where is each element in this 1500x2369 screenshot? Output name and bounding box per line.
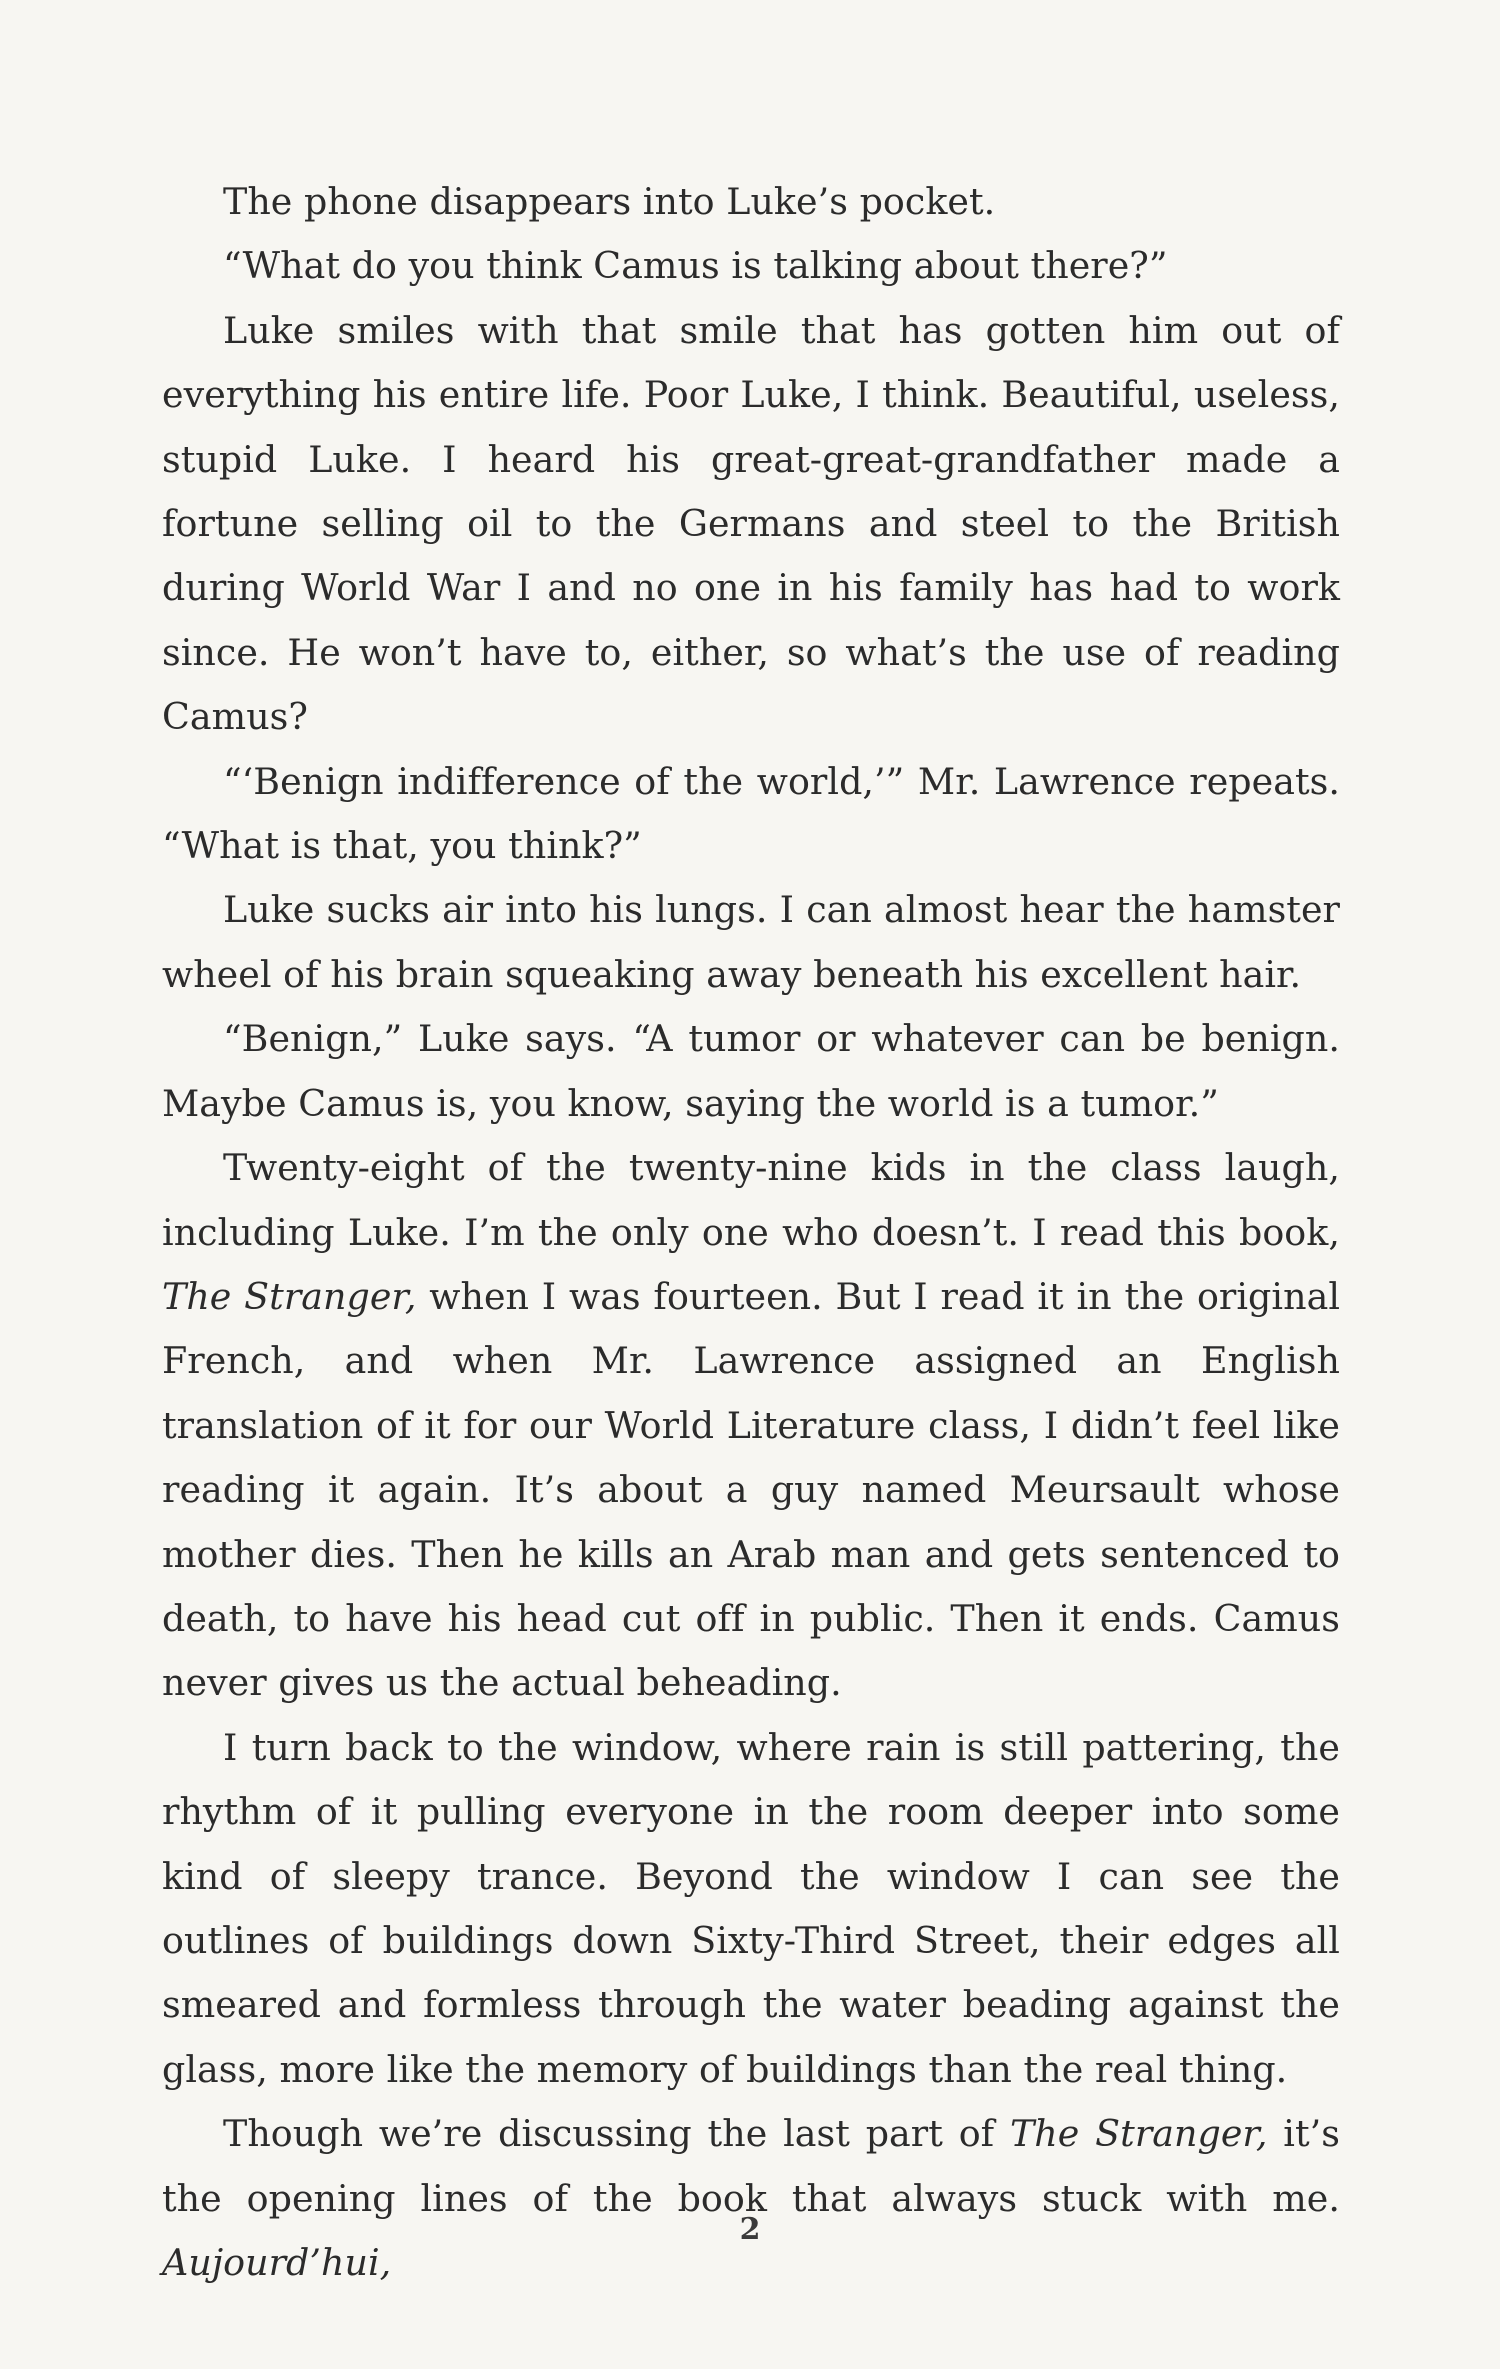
- paragraph-6: “Benign,” Luke says. “A tumor or whatever can be benign. Maybe Camus is, you know, saying the world is a tumor.”: [162, 1017, 1340, 1125]
- page-number: 2: [739, 2212, 761, 2247]
- book-title-italic: The Stranger,: [162, 1274, 417, 1318]
- body-text: [162, 170, 1340, 2295]
- paragraph-7: [162, 1136, 1340, 1716]
- paragraph-9-part-3: it’s the opening lines of the book that always stuck with me.: [162, 2112, 1340, 2220]
- paragraph-4: “‘Benign indifference of the world,’” Mr. Lawrence repeats. “What is that, you think?”: [162, 759, 1340, 868]
- paragraph-7-part-3: when I was fourteen. But I read it in the original French, and when Mr. Lawrence assigned an English translation of it for our World Literature class, I didn’t feel like reading it again. It’s about a guy named Meursault whose mother dies. Then he kills an Arab man and gets sentenced to death, to have his head cut off in public. Then it ends. Camus never gives us the actual beheading.: [162, 1274, 1341, 1705]
- paragraph-9-part-1: Though we’re discussing the last part of: [223, 2112, 1010, 2156]
- paragraph-8: I turn back to the window, where rain is still pattering, the rhythm of it pulling everyone in the room deeper into some kind of sleepy trance. Beyond the window I can see the outlines of buildings down Sixty-Third Street, their edges all smeared and formless through the water beading against the glass, more like the memory of buildings than the real thing.: [162, 1725, 1340, 2091]
- paragraph-1: The phone disappears into Luke’s pocket.: [223, 180, 996, 223]
- paragraph-7-part-1: Twenty-eight of the twenty-nine kids in the class laugh, including Luke. I’m the only one who doesn’t. I read this book,: [162, 1146, 1340, 1254]
- paragraph-9: [162, 2102, 1340, 2295]
- paragraph-2: “What do you think Camus is talking about there?”: [223, 244, 1168, 288]
- paragraph-5: Luke sucks air into his lungs. I can almost hear the hamster wheel of his brain squeaking away beneath his excellent hair.: [162, 888, 1340, 996]
- book-title-italic: The Stranger,: [1009, 2112, 1268, 2156]
- paragraph-3: Luke smiles with that smile that has gotten him out of everything his entire life. Poor Luke, I think. Beautiful, useless, stupid Luke. I heard his great-great-grandfather made a fortune selling oil to the Germans and steel to the British during World War I and no one in his family has had to work since. He won’t have to, either, so what’s the use of reading Camus?: [162, 308, 1340, 739]
- french-quote-italic: Aujourd’hui,: [162, 2241, 392, 2284]
